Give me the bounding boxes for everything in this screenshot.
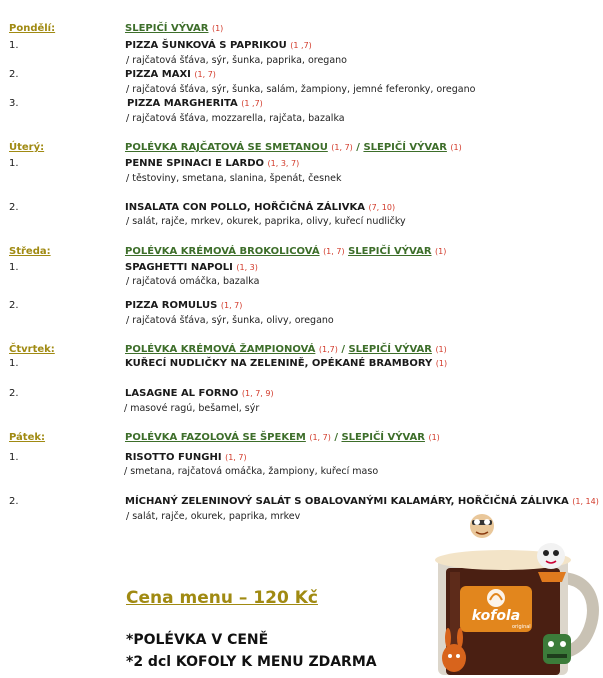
- allergens: (1, 7): [220, 301, 243, 310]
- dish-name: RISOTTO FUNGHI (1, 7): [125, 452, 247, 463]
- soup-name: SLEPIČÍ VÝVAR: [341, 432, 425, 443]
- day-label-wednesday: Středa:: [9, 246, 51, 257]
- soup-line-tuesday: POLÉVKA RAJČATOVÁ SE SMETANOU (1, 7) / SLEPIČÍ VÝVAR (1): [125, 142, 462, 153]
- dish-ingredients: / rajčatová šťáva, sýr, šunka, olivy, oregano: [126, 315, 334, 326]
- dish-ingredients: / smetana, rajčatová omáčka, žampiony, kuřecí maso: [124, 466, 379, 477]
- allergens: (7, 10): [368, 203, 396, 212]
- dish-number: 1.: [9, 262, 19, 273]
- allergens: (1): [435, 247, 447, 256]
- dish-name: PIZZA ROMULUS (1, 7): [125, 300, 243, 311]
- dish-ingredients: / salát, rajče, mrkev, okurek, paprika, olivy, kuřecí nudličky: [126, 216, 406, 227]
- dish-ingredients: / rajčatová omáčka, bazalka: [126, 276, 260, 287]
- dish-name: PENNE SPINACI E LARDO (1, 3, 7): [125, 158, 300, 169]
- soup-name: POLÉVKA KRÉMOVÁ ŽAMPIONOVÁ: [125, 344, 316, 355]
- dish-number: 1.: [9, 452, 19, 463]
- soup-line-thursday: POLÉVKA KRÉMOVÁ ŽAMPIONOVÁ (1,7) / SLEPIČÍ VÝVAR (1): [125, 344, 447, 355]
- dish-name: PIZZA MARGHERITA (1 ,7): [127, 98, 263, 109]
- dish-number: 2.: [9, 69, 19, 80]
- note-free-kofola: *2 dcl KOFOLY K MENU ZDARMA: [126, 654, 377, 670]
- allergens: (1, 14): [572, 497, 599, 506]
- allergens: (1): [211, 24, 224, 33]
- dish-number: 1.: [9, 358, 19, 369]
- note-soup-included: *POLÉVKA V CENĚ: [126, 632, 269, 648]
- allergens: (1): [428, 433, 440, 442]
- allergens: (1 ,7): [290, 41, 312, 50]
- dish-number: 1.: [9, 158, 19, 169]
- dish-name: PIZZA MAXI (1, 7): [125, 69, 216, 80]
- dish-name: INSALATA CON POLLO, HOŘČIČNÁ ZÁLIVKA (7, 10): [125, 202, 396, 213]
- day-label-monday: Pondělí:: [9, 23, 56, 34]
- allergens: (1, 3): [236, 263, 258, 272]
- dish-number: 1.: [9, 40, 19, 51]
- soup-name: POLÉVKA KRÉMOVÁ BROKOLICOVÁ: [125, 246, 320, 257]
- day-label-thursday: Čtvrtek:: [9, 344, 55, 355]
- soup-name: POLÉVKA RAJČATOVÁ SE SMETANOU: [125, 142, 328, 153]
- dish-number: 2.: [9, 388, 19, 399]
- allergens: (1 ,7): [241, 99, 263, 108]
- dish-name: MÍCHANÝ ZELENINOVÝ SALÁT S OBALOVANÝMI KALAMÁRY, HOŘČIČNÁ ZÁLIVKA (1, 14): [125, 496, 599, 507]
- dish-name: SPAGHETTI NAPOLI (1, 3): [125, 262, 258, 273]
- dish-number: 2.: [9, 202, 19, 213]
- allergens: (1): [435, 359, 448, 368]
- allergens: (1, 7, 9): [241, 389, 274, 398]
- soup-name: SLEPIČÍ VÝVAR: [363, 142, 447, 153]
- day-label-friday: Pátek:: [9, 432, 46, 443]
- brand-logo-text: kofola: [471, 608, 521, 624]
- dish-number: 2.: [9, 300, 19, 311]
- soup-name: POLÉVKA FAZOLOVÁ SE ŠPEKEM: [125, 432, 306, 443]
- soup-line-friday: POLÉVKA FAZOLOVÁ SE ŠPEKEM (1, 7) / SLEPIČÍ VÝVAR (1): [125, 432, 440, 443]
- kofola-mug-illustration: [420, 508, 603, 675]
- day-label-tuesday: Úterý:: [9, 142, 45, 153]
- allergens: (1, 3, 7): [267, 159, 300, 168]
- allergens: (1,7): [318, 345, 338, 354]
- allergens: (1, 7): [309, 433, 331, 442]
- kofola-mug-icon: [420, 508, 603, 675]
- allergens: (1): [450, 143, 462, 152]
- soup-name: SLEPIČÍ VÝVAR: [348, 344, 432, 355]
- allergens: (1, 7): [323, 247, 345, 256]
- soup-line-monday: [125, 23, 223, 34]
- dish-ingredients: / masové ragú, bešamel, sýr: [124, 403, 260, 414]
- dish-ingredients: / těstoviny, smetana, slanina, špenát, česnek: [126, 173, 342, 184]
- dish-number: 2.: [9, 496, 19, 507]
- dish-name: KUŘECÍ NUDLIČKY NA ZELENINĚ, OPÉKANÉ BRAMBORY (1): [125, 358, 448, 369]
- dish-name: LASAGNE AL FORNO (1, 7, 9): [125, 388, 274, 399]
- dish-ingredients: / rajčatová šťáva, sýr, šunka, paprika, oregano: [126, 55, 347, 66]
- allergens: (1, 7): [194, 70, 216, 79]
- soup-name: SLEPIČÍ VÝVAR: [348, 246, 432, 257]
- menu-price: Cena menu – 120 Kč: [126, 588, 318, 608]
- soup-name: SLEPIČÍ VÝVAR: [125, 23, 209, 34]
- allergens: (1): [435, 345, 447, 354]
- soup-line-wednesday: [125, 246, 446, 257]
- brand-sub-text: original: [512, 624, 531, 630]
- allergens: (1, 7): [331, 143, 353, 152]
- dish-ingredients: / salát, rajče, okurek, paprika, mrkev: [126, 511, 301, 522]
- dish-ingredients: / rajčatová šťáva, sýr, šunka, salám, žampiony, jemné feferonky, oregano: [126, 84, 476, 95]
- allergens: (1, 7): [225, 453, 247, 462]
- dish-ingredients: / rajčatová šťáva, mozzarella, rajčata, bazalka: [126, 113, 345, 124]
- dish-name: PIZZA ŠUNKOVÁ S PAPRIKOU (1 ,7): [125, 40, 312, 51]
- dish-number: 3.: [9, 98, 19, 109]
